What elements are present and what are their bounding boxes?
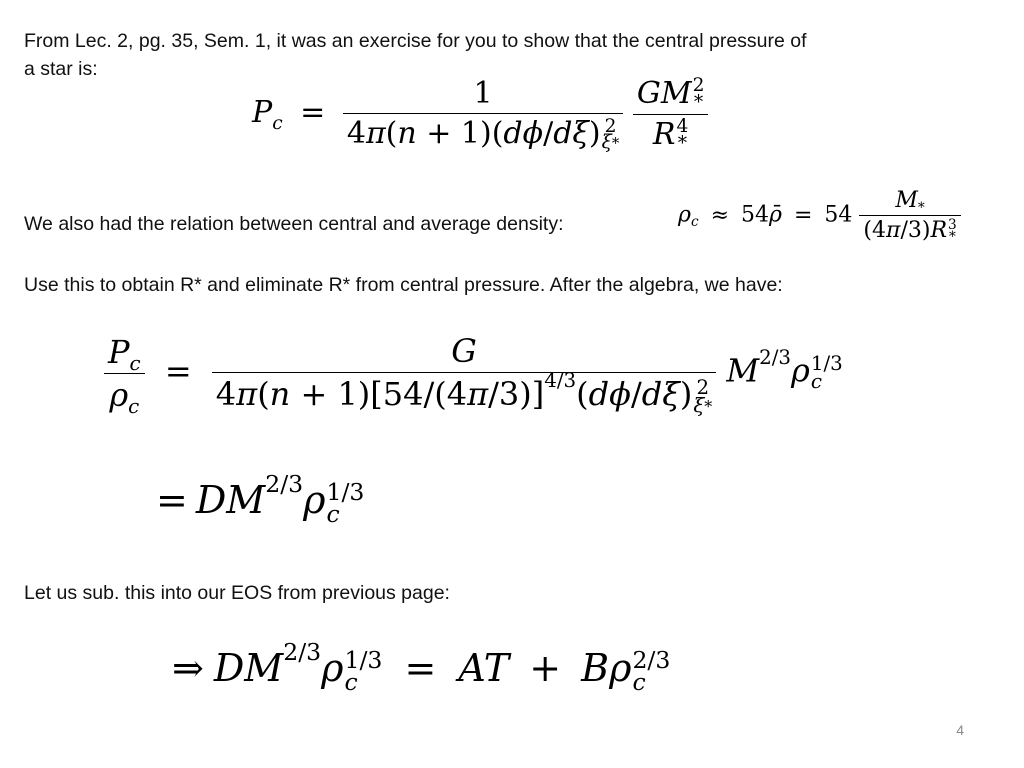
- equation-density-relation: $\rho_c$ ≈ 54ρ̄ = 54 $M_*$ (4π/3)R 3 *: [678, 188, 961, 243]
- equation-central-pressure: $P_c$ = 1 4π(n + 1)(dϕ/dξ) 2 ξ* GM 2 * R 4 *: [252, 76, 708, 152]
- equation-eos-substitution: ⇒ $DM^{2/3}\rho$ 1/3 c = AT + Bρ 2/3 c: [172, 637, 671, 696]
- sub-text: Let us sub. this into our EOS from previous page:: [24, 582, 450, 604]
- intro-text-line2: a star is:: [24, 58, 98, 80]
- page-number: 4: [956, 722, 964, 738]
- density-text: We also had the relation between central and average density:: [24, 213, 564, 235]
- intro-text-line1: From Lec. 2, pg. 35, Sem. 1, it was an exercise for you to show that the central pressure of: [24, 30, 807, 52]
- equation-pressure-density-ratio: $\frac{P_c}{\rho_c}$ = G $4\pi(n + 1)[54/(4\pi/3)]^{4/3}(d\phi/d\xi)$ 2 ξ* $M^{2/3}\rho$ 1/3 c: [104, 332, 843, 414]
- use-text: Use this to obtain R* and eliminate R* from central pressure. After the algebra, we have:: [24, 274, 783, 296]
- equation-d-definition: = $DM^{2/3}\rho$ 1/3 c: [156, 469, 365, 528]
